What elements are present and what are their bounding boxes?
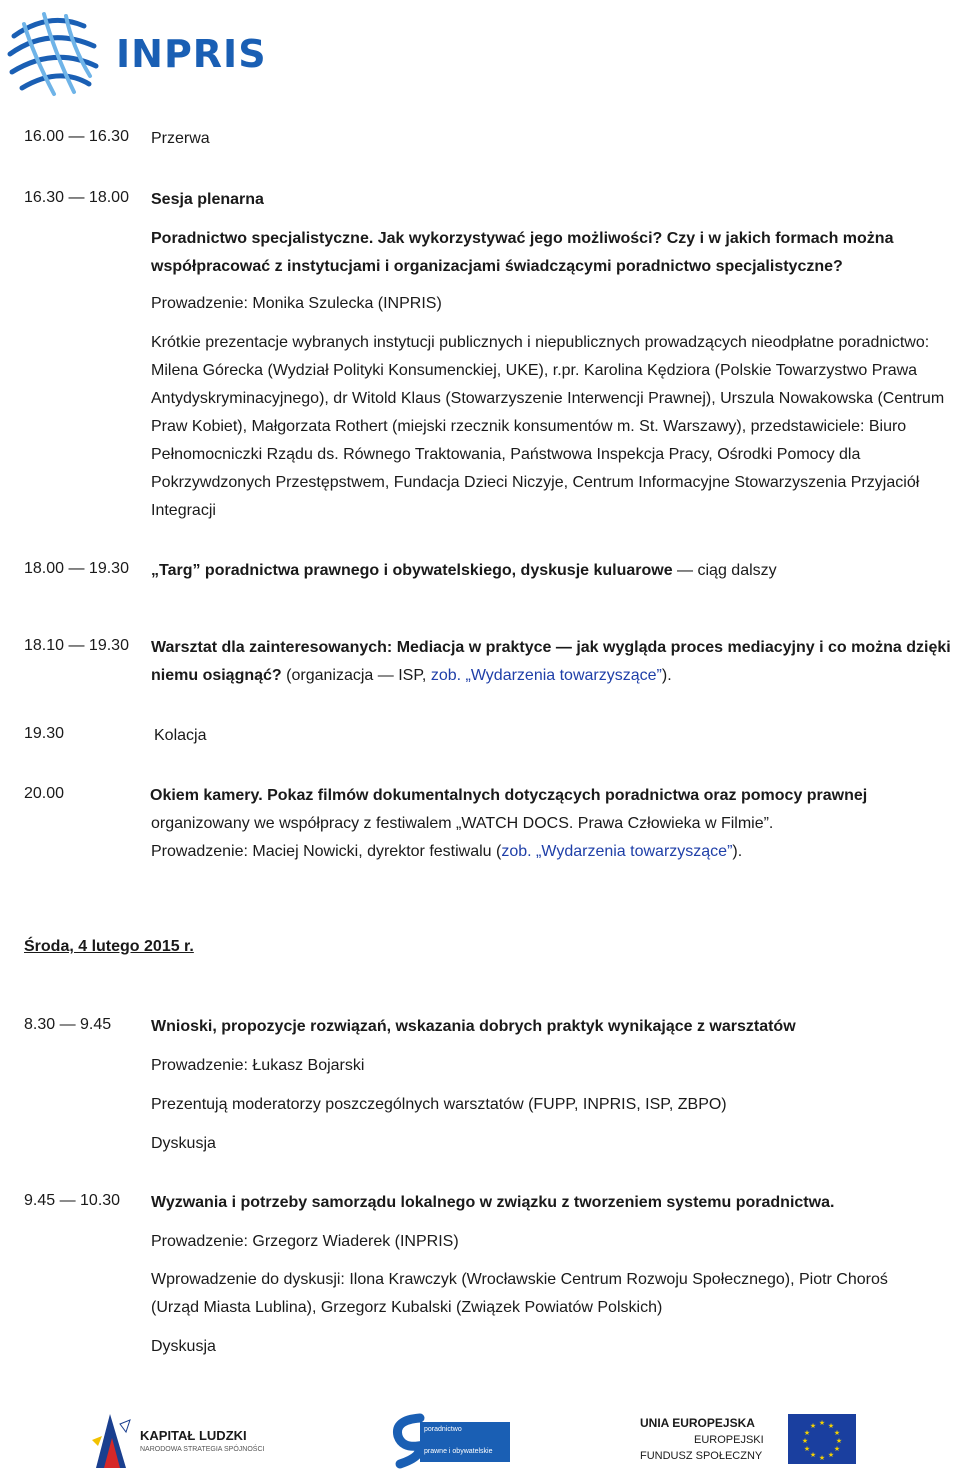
svg-text:★: ★ <box>803 1445 811 1453</box>
agenda-time: 8.30 — 9.45 <box>24 1016 112 1033</box>
svg-text:★: ★ <box>818 1419 826 1427</box>
agenda-title: Kolacja <box>154 727 207 744</box>
svg-text:★: ★ <box>809 1451 817 1459</box>
day-heading: Środa, 4 lutego 2015 r. <box>24 938 194 955</box>
agenda-title: Wyzwania i potrzeby samorządu lokalnego w związku z tworzeniem systemu poradnictwa. <box>151 1194 835 1211</box>
related-events-link[interactable]: zob. „Wydarzenia towarzyszące” <box>501 843 733 860</box>
agenda-moderator: Prowadzenie: Maciej Nowicki, dyrektor festiwalu ( <box>151 843 502 860</box>
agenda-time: 9.45 — 10.30 <box>24 1192 121 1209</box>
agenda-title: Przerwa <box>151 130 210 147</box>
agenda-title <box>151 557 941 585</box>
agenda-time: 18.00 — 19.30 <box>24 560 129 577</box>
agenda-moderator: Prowadzenie: Grzegorz Wiaderek (INPRIS) <box>151 1233 459 1250</box>
agenda-subtitle: Poradnictwo specjalistyczne. Jak wykorzystywać jego możliwości? Czy i w jakich formach można współpracować z instytucjami i organizacjami świadczącymi poradnictwo specjalistyczne? <box>151 230 894 275</box>
agenda-time: 20.00 <box>24 785 65 802</box>
svg-text:★: ★ <box>818 1454 826 1462</box>
eu-flag-icon <box>788 1414 856 1464</box>
agenda-line <box>151 838 941 866</box>
poradnictwo-logo <box>390 1412 520 1470</box>
svg-text:★: ★ <box>827 1422 835 1430</box>
eu-line1: UNIA EUROPEJSKA <box>640 1416 755 1430</box>
related-events-link[interactable]: zob. „Wydarzenia towarzyszące” <box>430 667 662 684</box>
agenda-discussion: Dyskusja <box>151 1135 216 1152</box>
agenda-title: Sesja plenarna <box>151 191 264 208</box>
eu-line3: FUNDUSZ SPOŁECZNY <box>640 1450 763 1462</box>
svg-text:★: ★ <box>827 1451 835 1459</box>
agenda-title-rest: — ciąg dalszy <box>672 562 777 579</box>
agenda-line: organizowany we współpracy z festiwalem „WATCH DOCS. Prawa Człowieka w Filmie”. <box>151 815 774 832</box>
kapital-ludzki-logo <box>90 1410 290 1470</box>
svg-text:★: ★ <box>809 1422 817 1430</box>
agenda-description: Krótkie prezentacje wybranych instytucji publicznych i niepublicznych prowadzących nieodpłatne poradnictwo: Milena Górecka (Wydział Polityki Konsumenckiej, UKE), r.pr. Karolina Kędziora (Polskie Towarzystwo Prawa Antydyskryminacyjnego), dr Witold Klaus (Stowarzyszenie Interwencji Prawnej), Urszula Nowakowska (Centrum Praw Kobiet), Małgorzata Rothert (miejski rzecznik konsumentów m. St. Warszawy), przedstawiciele: Biuro Pełnomocniczki Rządu ds. Równego Traktowania, Państwowa Inspekcja Pracy, Ośrodki Pomocy dla Pokrzywdzonych Przestępstwem, Fundacja Dzieci Niczyje, Centrum Informacyjne Stowarzyszenia Przyjaciół Integracji <box>151 334 945 519</box>
eu-logo <box>640 1414 860 1470</box>
kapital-ludzki-mark-icon <box>90 1410 132 1468</box>
agenda-line-end: ). <box>732 843 743 860</box>
svg-text:★: ★ <box>801 1437 809 1445</box>
agenda-title: Wnioski, propozycje rozwiązań, wskazania dobrych praktyk wynikające z warsztatów <box>151 1018 796 1035</box>
agenda-time: 16.00 — 16.30 <box>24 128 129 145</box>
agenda-time: 18.10 — 19.30 <box>24 637 129 654</box>
agenda-moderator: Prowadzenie: Monika Szulecka (INPRIS) <box>151 295 442 312</box>
kapital-ludzki-subtitle: NARODOWA STRATEGIA SPÓJNOŚCI <box>140 1446 265 1453</box>
inpris-logo-mark-icon <box>4 6 104 102</box>
agenda-line: Wprowadzenie do dyskusji: Ilona Krawczyk (Wrocławskie Centrum Rozwoju Społecznego), Piotr Choroś (Urząd Miasta Lublina), Grzegorz Kubalski (Związek Powiatów Polskich) <box>151 1271 888 1316</box>
svg-text:★: ★ <box>833 1445 841 1453</box>
agenda-title-rest: (organizacja — ISP, <box>281 667 431 684</box>
agenda-title: Okiem kamery. Pokaz filmów dokumentalnych dotyczących poradnictwa oraz pomocy prawnej <box>150 787 868 804</box>
agenda-discussion: Dyskusja <box>151 1338 216 1355</box>
svg-text:★: ★ <box>833 1429 841 1437</box>
agenda-time: 16.30 — 18.00 <box>24 189 129 206</box>
poradnictwo-line1: poradnictwo <box>424 1426 462 1433</box>
kapital-ludzki-title: KAPITAŁ LUDZKI <box>140 1428 247 1443</box>
agenda-time: 19.30 <box>24 725 65 742</box>
inpris-logo-text: INPRIS <box>116 32 267 76</box>
agenda-line: Prezentują moderatorzy poszczególnych warsztatów (FUPP, INPRIS, ISP, ZBPO) <box>151 1096 727 1113</box>
agenda-title-bold: „Targ” poradnictwa prawnego i obywatelskiego, dyskusje kuluarowe <box>151 562 673 579</box>
agenda-title-bold: Warsztat dla zainteresowanych: Mediacja w praktyce — jak wygląda proces mediacyjny i co można dzięki niemu osiągnąć? <box>151 639 951 684</box>
agenda-title-end: ). <box>661 667 672 684</box>
eu-line2: EUROPEJSKI <box>694 1434 764 1446</box>
agenda-title <box>151 634 959 690</box>
inpris-logo <box>4 6 267 102</box>
poradnictwo-line2: prawne i obywatelskie <box>424 1448 493 1455</box>
svg-text:★: ★ <box>835 1437 843 1445</box>
agenda-moderator: Prowadzenie: Łukasz Bojarski <box>151 1057 365 1074</box>
svg-text:★: ★ <box>803 1429 811 1437</box>
